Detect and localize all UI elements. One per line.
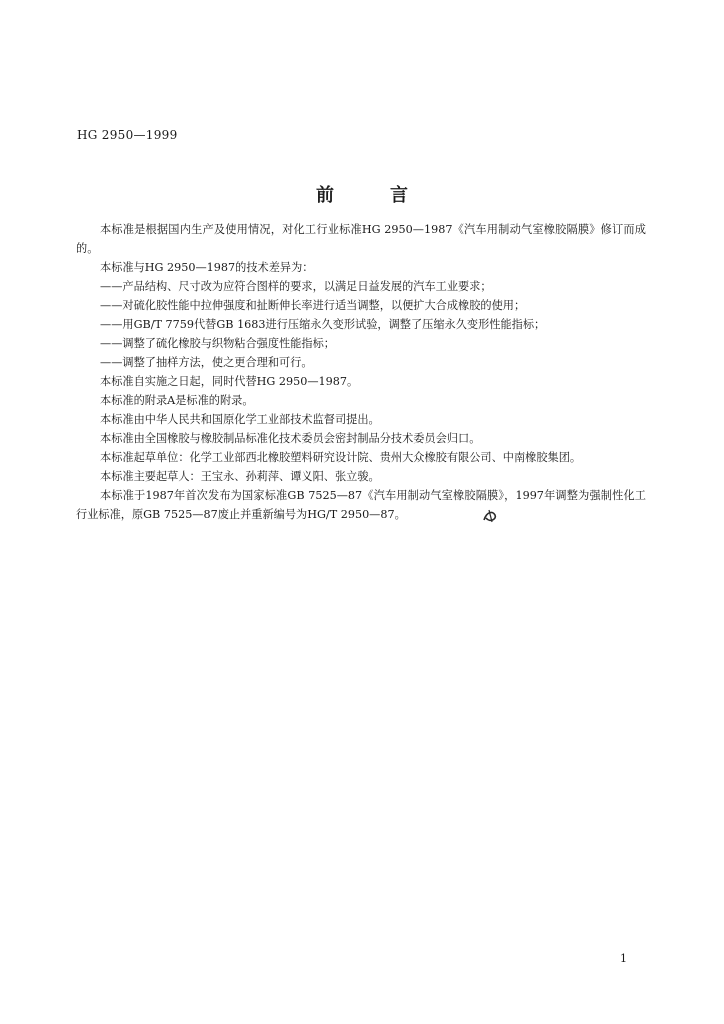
paragraph-drafting-units: 本标准起草单位：化学工业部西北橡胶塑料研究设计院、贵州大众橡胶有限公司、中南橡胶集团。 (100, 451, 582, 464)
difference-item-compression: ——用GB/T 7759代替GB 1683进行压缩永久变形试验，调整了压缩永久变形性能指标； (100, 318, 546, 331)
difference-item-sampling: ——调整了抽样方法，使之更合理和可行。 (100, 356, 313, 369)
difference-item-tensile: ——对硫化胶性能中拉伸强度和扯断伸长率进行适当调整，以便扩大合成橡胶的使用； (100, 299, 526, 312)
paragraph-differences-intro: 本标准与HG 2950—1987的技术差异为： (100, 261, 314, 274)
paragraph-appendix: 本标准的附录A是标准的附录。 (100, 394, 254, 407)
page-number: 1 (620, 952, 627, 965)
paragraph-history: 本标准于1987年首次发布为国家标准GB 7525—87《汽车用制动气室橡胶隔膜》，1997年调整为强制性化工行业标准，原GB 7525—87废止并重新编号为HG/T 2950—87。 (76, 489, 646, 521)
paragraph-committee: 本标准由全国橡胶与橡胶制品标准化技术委员会密封制品分技术委员会归口。 (100, 432, 481, 445)
difference-item-adhesion: ——调整了硫化橡胶与织物粘合强度性能指标； (100, 337, 335, 350)
paragraph-revision-basis: 本标准是根据国内生产及使用情况，对化工行业标准HG 2950—1987《汽车用制动气室橡胶隔膜》修订而成的。 (76, 223, 646, 255)
page-title: 前言 (316, 185, 464, 206)
ink-mark-icon (481, 507, 499, 525)
difference-item-structure: ——产品结构、尺寸改为应符合图样的要求，以满足日益发展的汽车工业要求； (100, 280, 492, 293)
foreword-body (76, 220, 646, 524)
paragraph-effective-date: 本标准自实施之日起，同时代替HG 2950—1987。 (100, 375, 359, 388)
paragraph-drafters: 本标准主要起草人：王宝永、孙莉萍、谭义阳、张立骏。 (100, 470, 380, 483)
document-code: HG 2950—1999 (77, 128, 178, 142)
paragraph-proposer: 本标准由中华人民共和国原化学工业部技术监督司提出。 (100, 413, 380, 426)
